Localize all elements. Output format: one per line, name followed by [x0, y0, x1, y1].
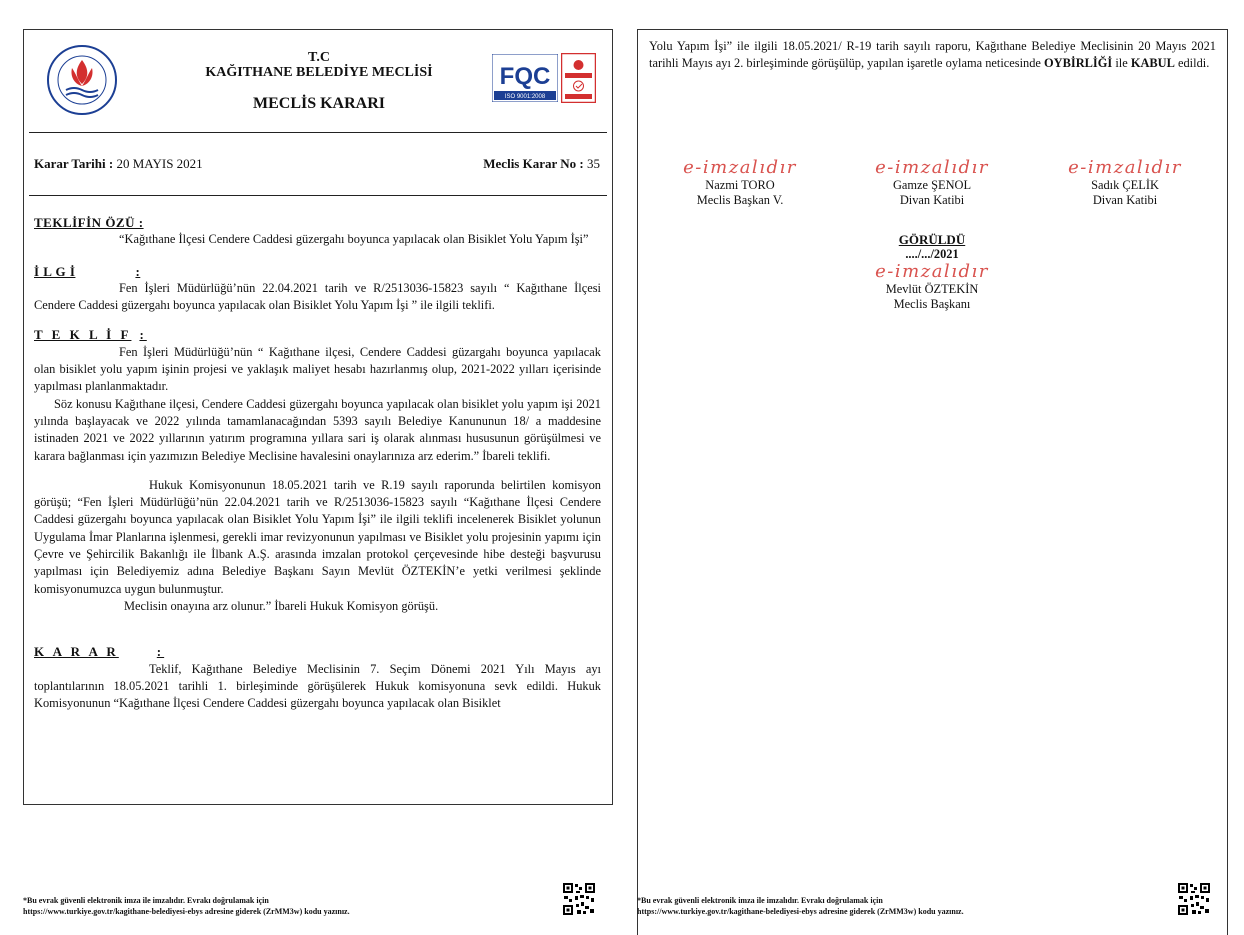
vote-ending: edildi. [1174, 56, 1210, 71]
signer-name: Sadık ÇELİK [1091, 178, 1159, 192]
komisyon-paragraph-1: Hukuk Komisyonunun 18.05.2021 tarih ve R.19 sayılı raporunda belirtilen komisyon görüşü; “Fen İşleri Müdürlüğü’nün 22.04.2021 tarih ve R/2513036-15823 sayılı “Kağıthane İlçesi Cendere Caddesi güzergahı boyunca yapılacak olan Bisiklet Yolu Yapım İşi” ile ilgili teklifi incelenerek Bisiklet yolunun Uygulama İmar Planlarına işlenmesi, gerekli imar revizyonunun yapılması ve Bisiklet yolu projesinin yapımı için Çevre ve Şehircilik Bakanlığı ile İlbank A.Ş. arasında imzalan protokol çerçevesinde hibe desteği başvurusu yapılması için Belediyemiz adına Belediye Başkanı Sayın Mevlüt ÖZTEKİN’e yetki verilmesi şeklinde komisyonumuzca uygun bulunmuştur. [34, 477, 601, 596]
vote-connector: ile [1112, 56, 1131, 71]
teklif-title-text: T E K L İ F [34, 327, 132, 343]
vote-result: OYBİRLİĞİ [1044, 56, 1113, 71]
karar-colon: : [156, 644, 165, 660]
document-header [24, 30, 612, 132]
komisyon-paragraph-2: Meclisin onayına arz olunur.” İbareli Hukuk Komisyon görüşü. [124, 598, 439, 613]
signer-title: Meclis Başkan V. [696, 193, 784, 207]
municipality-logo [46, 44, 118, 116]
svg-text:ISO 9001:2008: ISO 9001:2008 [504, 94, 546, 100]
header-divider [29, 132, 607, 133]
ozu-text: “Kağıthane İlçesi Cendere Caddesi güzergahı boyunca yapılacak olan Bisiklet Yolu Yapım İşi” [119, 232, 589, 247]
page-title: MECLİS KARARI [252, 95, 385, 112]
section-title-ozu: TEKLİFİN ÖZÜ : [34, 215, 144, 230]
section-title-ilgi [34, 263, 601, 280]
karar-text: Teklif, Kağıthane Belediye Meclisinin 7. Seçim Dönemi 2021 Yılı Mayıs ayı toplantılarının 18.05.2021 tarihli 1. birleşiminde görüşülerek Hukuk komisyonuna sevk edildi. Hukuk Komisyonunun “Kağıthane İlçesi Cendere Caddesi güzergahı boyunca yapılacak olan Bisiklet [34, 661, 601, 711]
signer-name: Nazmi TORO [705, 178, 775, 192]
signer-name: Mevlüt ÖZTEKİN [885, 282, 979, 296]
seen-approval-block [842, 232, 1022, 312]
document-body [34, 214, 601, 712]
signer-title: Meclis Başkanı [893, 297, 971, 311]
esignature-stamp: e-imzalıdır [683, 157, 797, 178]
qr-code-icon [562, 882, 596, 916]
fqc-certification-logo [492, 54, 558, 102]
teklif-paragraph-1: Fen İşleri Müdürlüğü’nün “ Kağıthane ilçesi, Cendere Caddesi güzargahı boyunca yapılacak olan bisiklet yolu yapım işinin projesi ve yaklaşık maliyet hesabı hazırlanmış olup, 2021-2022 yılları içerisinde yapılması planlanmaktadır. [34, 344, 601, 394]
footer-line-1: *Bu evrak güvenli elektronik imza ile imzalıdır. Evrakı doğrulamak için [23, 896, 269, 905]
esignature-stamp: e-imzalıdır [1068, 157, 1182, 178]
esignature-stamp: e-imzalıdır [875, 261, 989, 282]
karar-title-text: K A R A R [34, 644, 119, 660]
meta-divider [29, 195, 607, 196]
decision-number-value: 35 [587, 156, 600, 171]
signer-title: Divan Katibi [899, 193, 965, 207]
seen-date: ..../.../2021 [905, 247, 959, 261]
ilgi-colon: : [135, 263, 141, 279]
header-council-name: KAĞITHANE BELEDİYE MECLİSİ [205, 65, 433, 80]
ilgi-text: Fen İşleri Müdürlüğü’nün 22.04.2021 tarih ve R/2513036-15823 sayılı “ Kağıthane İlçesi Cendere Caddesi güzergahı boyunca yapılacak olan Bisiklet Yolu Yapım İşi ” ile ilgili teklifi. [34, 280, 601, 313]
signature-block-1 [650, 158, 830, 208]
decision-date [34, 156, 203, 172]
karar-continuation-text: Yolu Yapım İşi” ile ilgili 18.05.2021/ R-19 tarih sayılı raporu, Kağıthane Belediye Meclisinin 20 Mayıs 2021 tarihli Mayıs ayı 2. birleşiminde görüşülüp, yapılan işaretle oylama neticesinde [649, 39, 1216, 71]
header-tc: T.C [308, 50, 330, 65]
turkak-accreditation-logo [561, 53, 596, 103]
footer-line-2: https://www.turkiye.gov.tr/kagithane-belediyesi-ebys adresine giderek (ZrMM3w) kodu yazınız. [637, 907, 964, 916]
ilgi-title-text: İ L G İ [34, 263, 76, 279]
document-page-2 [637, 29, 1228, 935]
decision-date-label: Karar Tarihi : [34, 156, 114, 171]
footer-verification-1 [23, 895, 350, 917]
footer-verification-2 [637, 895, 964, 917]
seen-heading: GÖRÜLDÜ [898, 232, 966, 247]
esignature-stamp: e-imzalıdır [875, 157, 989, 178]
section-title-teklif [34, 326, 601, 343]
decision-date-value: 20 MAYIS 2021 [116, 156, 203, 171]
vote-outcome: KABUL [1130, 56, 1175, 71]
signer-title: Divan Katibi [1092, 193, 1158, 207]
signature-block-3 [1035, 158, 1215, 208]
section-title-karar [34, 643, 601, 660]
decision-number-label: Meclis Karar No : [483, 156, 584, 171]
signer-name: Gamze ŞENOL [892, 178, 972, 192]
teklif-paragraph-2: Söz konusu Kağıthane ilçesi, Cendere Caddesi güzergahı boyunca yapılacak olan bisiklet yolu yapım işi 2021 yılında başlayacak ve 2022 yılında tamamlanacağından 5393 sayılı Belediye Kanununun 18/ a maddesine istinaden 2021 ve 2022 yıllarının yatırım programına yıllara sari iş olarak alınması hususunun görüşülmesi ve karara bağlanması için yazımızın Belediye Meclisine havalesini onaylarınıza arz ederim.” İbareli teklifi. [34, 396, 601, 463]
teklif-colon: : [139, 327, 147, 343]
signature-block-2 [842, 158, 1022, 208]
svg-text:FQC: FQC [499, 63, 551, 90]
footer-line-1: *Bu evrak güvenli elektronik imza ile imzalıdır. Evrakı doğrulamak için [637, 896, 883, 905]
footer-line-2: https://www.turkiye.gov.tr/kagithane-belediyesi-ebys adresine giderek (ZrMM3w) kodu yazınız. [23, 907, 350, 916]
decision-number [483, 156, 600, 172]
qr-code-icon [1177, 882, 1211, 916]
karar-continuation [649, 38, 1216, 73]
document-page-1 [23, 29, 613, 805]
